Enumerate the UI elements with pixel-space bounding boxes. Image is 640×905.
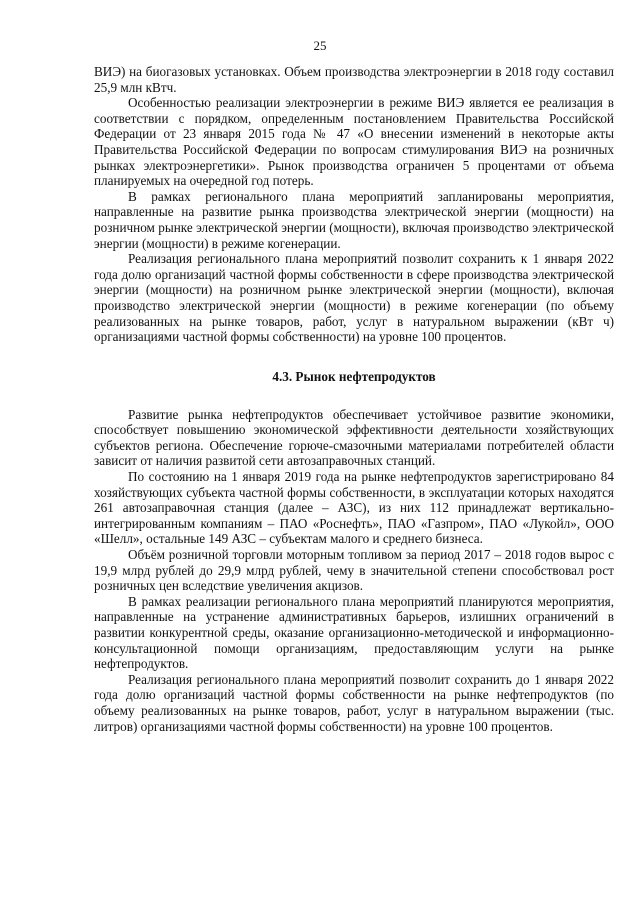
page-number: 25 bbox=[313, 38, 327, 53]
paragraph: По состоянию на 1 января 2019 года на рынке нефтепродуктов зарегистрировано 84 хозяйствующих субъекта частной формы собственности, в эксплуатации которых находятся 261 автозаправочная станция (далее – АЗС), из них 112 принадлежат вертикально-интегрированным компаниям – ПАО «Роснефть», ПАО «Газпром», ПАО «Лукойл», ООО «Шелл», остальные 149 АЗС – субъектам малого и среднего бизнеса. bbox=[94, 469, 614, 547]
paragraph: В рамках регионального плана мероприятий запланированы мероприятия, направленные на развитие рынка производства электрической энергии (мощности) на розничном рынке электрической энергии (мощности), включая производство электрической энергии (мощности) в режиме когенерации. bbox=[94, 188, 614, 251]
section-heading: 4.3. Рынок нефтепродуктов bbox=[272, 368, 436, 384]
paragraph: Реализация регионального плана мероприятий позволит сохранить к 1 января 2022 года долю организаций частной формы собственности в сфере производства электрической энергии (мощности) на розничном рынке электрической энергии (мощности), включая производство электрической энергии (мощности) в режиме когенерации (по объему реализованных на рынке товаров, работ, услуг в натуральном выражении (кВт ч) организациями частной формы собственности) на уровне 100 процентов. bbox=[94, 251, 614, 345]
paragraph: Развитие рынка нефтепродуктов обеспечивает устойчивое развитие экономики, способствует повышению экономической эффективности деятельности хозяйствующих субъектов региона. Обеспечение горюче-смазочными материалами потребителей области зависит от наличия развитой сети автозаправочных станций. bbox=[94, 406, 614, 469]
paragraph: ВИЭ) на биогазовых установках. Объем производства электроэнергии в 2018 году составил 25,9 млн кВтч. bbox=[94, 64, 614, 95]
paragraph: Объём розничной торговли моторным топливом за период 2017 – 2018 годов вырос с 19,9 млрд рублей до 29,9 млрд рублей, чему в значительной степени способствовал рост розничных цен вследствие увеличения акцизов. bbox=[94, 547, 614, 594]
paragraph: В рамках реализации регионального плана мероприятий планируются мероприятия, направленные на устранение административных барьеров, излишних ограничений в развитии конкурентной среды, оказание организационно-методической и информационно-консультационной помощи организациям, предоставляющим услуги на рынке нефтепродуктов. bbox=[94, 593, 614, 672]
paragraph: Реализация регионального плана мероприятий позволит сохранить до 1 января 2022 года долю организаций частной формы собственности на рынке нефтепродуктов (по объему реализованных на рынке товаров, работ, услуг в натуральном выражении (тыс. литров) организациями частной формы собственности) на уровне 100 процентов. bbox=[94, 671, 614, 734]
paragraph: Особенностью реализации электроэнергии в режиме ВИЭ является ее реализация в соответствии с порядком, определенным постановлением Правительства Российской Федерации от 23 января 2015 года № 47 «О внесении изменений в некоторые акты Правительства Российской Федерации по вопросам стимулирования ВИЭ на розничных рынках электроэнергетики». Рынок производства ограничен 5 процентами от объема планируемых на очередной год потерь. bbox=[94, 95, 614, 189]
document-body bbox=[94, 64, 614, 734]
